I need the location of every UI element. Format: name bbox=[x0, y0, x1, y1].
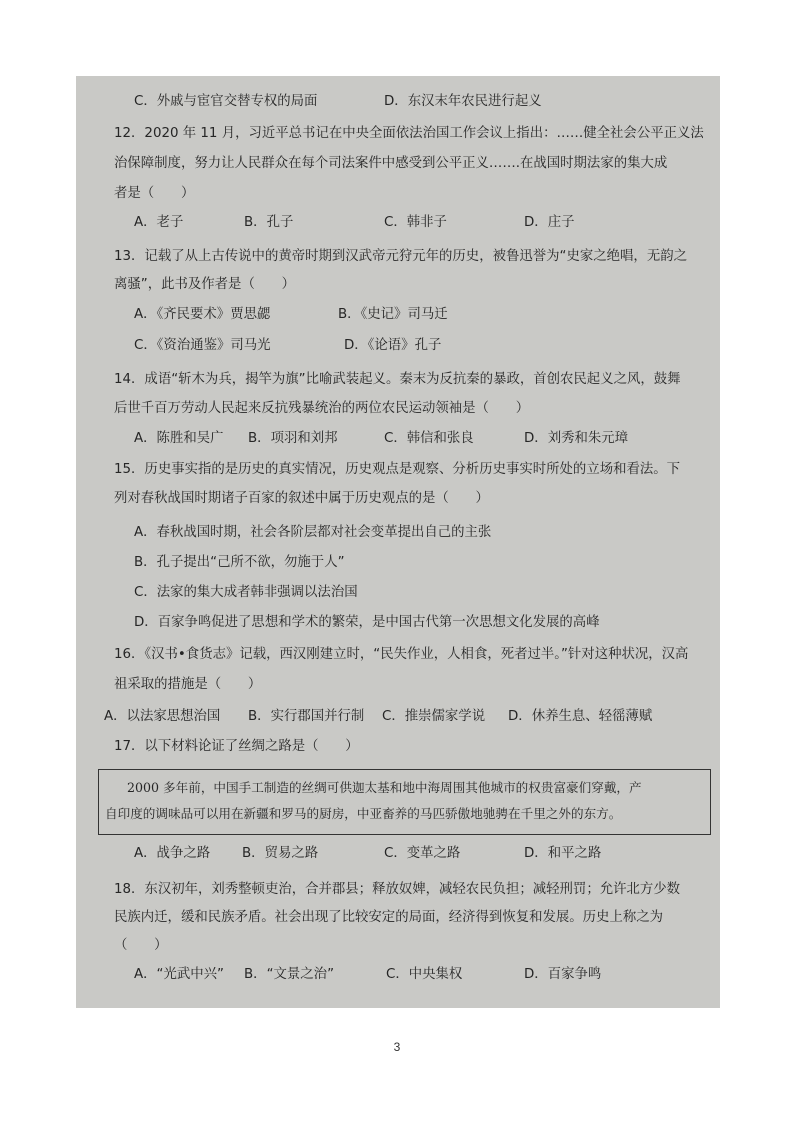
q12-option-d: D．庄子 bbox=[524, 215, 575, 230]
q17-source-material-box bbox=[98, 769, 711, 835]
q12-line-1: 12．2020 年 11 月，习近平总书记在中央全面依法治国工作会议上指出：……健全社会公平正义法 bbox=[114, 126, 704, 141]
page-number: 3 bbox=[393, 1040, 401, 1054]
q15-option-d: D．百家争鸣促进了思想和学术的繁荣，是中国古代第一次思想文化发展的高峰 bbox=[134, 615, 600, 630]
q18-option-c: C．中央集权 bbox=[386, 967, 463, 982]
q17-option-c: C．变革之路 bbox=[384, 846, 461, 861]
q13-option-d: D．《论语》孔子 bbox=[344, 338, 442, 353]
q17-option-b: B．贸易之路 bbox=[242, 846, 319, 861]
q18-option-d: D．百家争鸣 bbox=[524, 967, 602, 982]
q18-line-1: 18．东汉初年，刘秀整顿吏治，合并郡县；释放奴婢，减轻农民负担；减轻刑罚；允许北方少数 bbox=[114, 882, 681, 897]
q13-option-a: A．《齐民要术》贾思勰 bbox=[134, 307, 271, 322]
q13-option-c: C．《资治通鉴》司马光 bbox=[134, 338, 271, 353]
q14-option-c: C．韩信和张良 bbox=[384, 431, 474, 446]
q17-option-d: D．和平之路 bbox=[524, 846, 602, 861]
q14-option-b: B．项羽和刘邦 bbox=[248, 431, 338, 446]
q15-option-b: B．孔子提出“己所不欲，勿施于人” bbox=[134, 555, 345, 570]
q12-option-b: B．孔子 bbox=[244, 215, 294, 230]
q16-option-b: B．实行郡国并行制 bbox=[248, 709, 365, 724]
q12-line-2: 治保障制度，努力让人民群众在每个司法案件中感受到公平正义…….在战国时期法家的集大成 bbox=[114, 156, 668, 171]
q13-line-1: 13．记载了从上古传说中的黄帝时期到汉武帝元狩元年的历史，被鲁迅誉为“史家之绝唱，无韵之 bbox=[114, 249, 687, 264]
q16-option-c: C．推崇儒家学说 bbox=[382, 709, 486, 724]
q17-line-1: 17．以下材料论证了丝绸之路是（ ） bbox=[114, 739, 359, 754]
q16-line-1: 16．《汉书•食货志》记载，西汉刚建立时，“民失作业，人相食，死者过半。”针对这种状况，汉高 bbox=[114, 647, 689, 662]
q13-option-b: B．《史记》司马迁 bbox=[338, 307, 448, 322]
q11-option-d: D．东汉末年农民进行起义 bbox=[384, 94, 542, 109]
q15-option-a: A．春秋战国时期，社会各阶层都对社会变革提出自己的主张 bbox=[134, 525, 492, 540]
q14-line-2: 后世千百万劳动人民起来反抗残暴统治的两位农民运动领袖是（ ） bbox=[114, 401, 530, 416]
q18-option-b: B．“文景之治” bbox=[244, 967, 335, 982]
q16-line-2: 祖采取的措施是（ ） bbox=[114, 677, 262, 692]
q17-material-line-1: 2000 多年前，中国手工制造的丝绸可供迦太基和地中海周围其他城市的权贵富豪们穿戴，产 bbox=[127, 780, 642, 795]
q14-option-d: D．刘秀和朱元璋 bbox=[524, 431, 629, 446]
q14-line-1: 14．成语“斩木为兵，揭竿为旗”比喻武装起义。秦末为反抗秦的暴政，首创农民起义之风，鼓舞 bbox=[114, 372, 681, 387]
q17-option-a: A．战争之路 bbox=[134, 846, 211, 861]
q13-line-2: 离骚”，此书及作者是（ ） bbox=[114, 277, 296, 292]
q12-line-3: 者是（ ） bbox=[114, 186, 195, 201]
q11-option-c: C．外戚与宦官交替专权的局面 bbox=[134, 94, 318, 109]
q14-option-a: A．陈胜和吴广 bbox=[134, 431, 224, 446]
scanned-exam-page bbox=[76, 76, 720, 1008]
q12-option-c: C．韩非子 bbox=[384, 215, 447, 230]
q17-material-line-2: 自印度的调味品可以用在新疆和罗马的厨房，中亚畜养的马匹骄傲地驰骋在千里之外的东方。 bbox=[105, 806, 622, 821]
q18-line-2: 民族内迁，缓和民族矛盾。社会出现了比较安定的局面，经济得到恢复和发展。历史上称之为 bbox=[114, 910, 664, 925]
q18-option-a: A．“光武中兴” bbox=[134, 967, 224, 982]
q12-option-a: A．老子 bbox=[134, 215, 184, 230]
q15-option-c: C．法家的集大成者韩非强调以法治国 bbox=[134, 585, 358, 600]
q16-option-d: D．休养生息、轻徭薄赋 bbox=[508, 709, 653, 724]
q15-line-1: 15．历史事实指的是历史的真实情况，历史观点是观察、分析历史事实时所处的立场和看法。下 bbox=[114, 462, 681, 477]
q15-line-2: 列对春秋战国时期诸子百家的叙述中属于历史观点的是（ ） bbox=[114, 491, 489, 506]
q16-option-a: A．以法家思想治国 bbox=[104, 709, 221, 724]
q18-line-3: （ ） bbox=[114, 938, 168, 953]
